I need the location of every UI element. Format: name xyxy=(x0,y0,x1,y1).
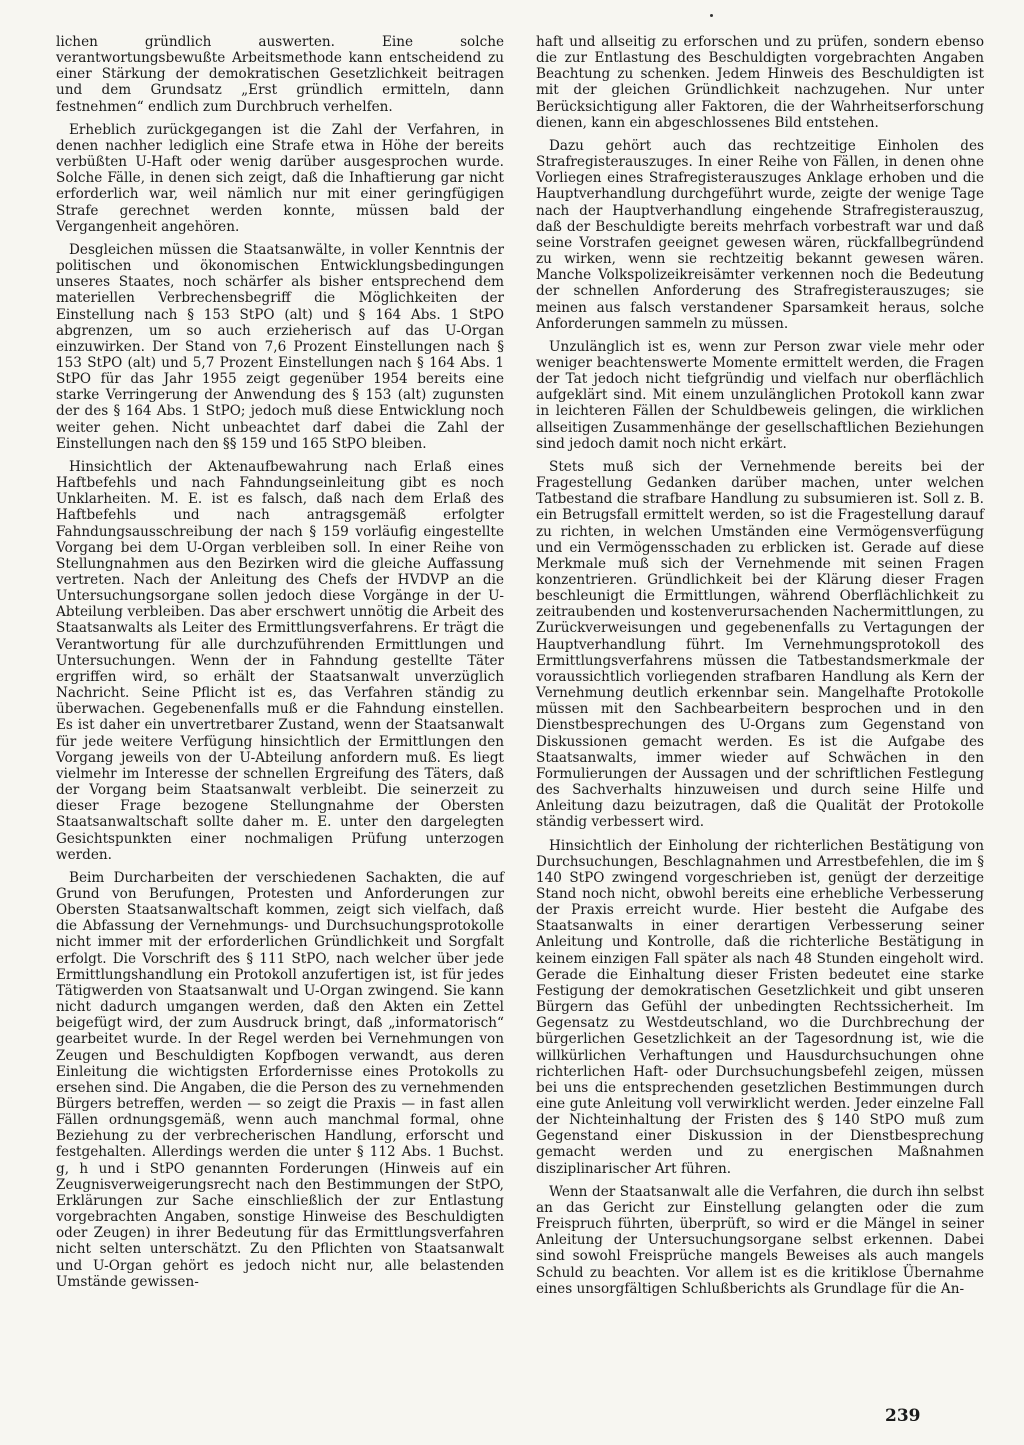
paragraph: Hinsichtlich der Aktenaufbewahrung nach Erlaß eines Haftbefehls und nach Fahndungseinleitung gibt es noch Unklarheiten. M. E. ist es falsch, daß nach dem Erlaß des Haftbefehls und nach antragsgemäß erfolgter Fahndungsausschreibung der nach § 159 vorläufig eingestellte Vorgang bei dem U-Organ verbleiben soll. In einer Reihe von Stellungnahmen aus den Bezirken wird die gleiche Auffassung vertreten. Nach der Anleitung des Chefs der HVDVP an die Untersuchungsorgane sollen jedoch diese Vorgänge in der U-Abteilung verbleiben. Das aber erschwert unnötig die Arbeit des Staatsanwalts als Leiter des Ermittlungsverfahrens. Er trägt die Verantwortung für alle durchzuführenden Ermittlungen und Untersuchungen. Wenn der in Fahndung gestellte Täter ergriffen wird, so erhält der Staatsanwalt unverzüglich Nachricht. Seine Pflicht ist es, das Verfahren ständig zu überwachen. Gegebenenfalls muß er die Fahndung einstellen. Es ist daher ein unvertretbarer Zustand, wenn der Staatsanwalt für jede weitere Verfügung hinsichtlich der Ermittlungen den Vorgang jeweils von der U-Abteilung anfordern muß. Es liegt vielmehr im Interesse der schnellen Ergreifung des Täters, daß der Vorgang beim Staatsanwalt verbleibt. Die seinerzeit zu dieser Frage bezogene Stellungnahme der Obersten Staatsanwaltschaft sollte daher m. E. unter den dargelegten Gesichtspunkten einer nochmaligen Prüfung unterzogen werden. xyxy=(56,458,504,863)
paragraph: Desgleichen müssen die Staatsanwälte, in voller Kenntnis der politischen und ökonomischen Entwicklungsbedingungen unseres Staates, noch schärfer als bisher entsprechend dem materiellen Verbrechensbegriff die Möglichkeiten der Einstellung nach § 153 StPO (alt) und § 164 Abs. 1 StPO abgrenzen, um so auch erzieherisch auf das U-Organ einzuwirken. Der Stand von 7,6 Prozent Einstellungen nach § 153 StPO (alt) und 5,7 Prozent Einstellungen nach § 164 Abs. 1 StPO für das Jahr 1955 zeigt gegenüber 1954 bereits eine starke Verringerung der Anwendung des § 153 (alt) zugunsten der des § 164 Abs. 1 StPO; jedoch muß diese Entwicklung noch weiter gehen. Nicht unbeachtet darf dabei die Zahl der Einstellungen nach den §§ 159 und 165 StPO bleiben. xyxy=(56,241,504,452)
paragraph: Hinsichtlich der Einholung der richterlichen Bestätigung von Durchsuchungen, Beschlagnahmen und Arrestbefehlen, die im § 140 StPO zwingend vorgeschrieben ist, genügt der derzeitige Stand noch nicht, obwohl bereits eine erhebliche Verbesserung der Praxis erreicht wurde. Hier besteht die Aufgabe des Staatsanwalts in einer derartigen Verbesserung seiner Anleitung und Kontrolle, daß die richterliche Bestätigung in keinem einzigen Fall später als nach 48 Stunden eingeholt wird. Gerade die Einhaltung dieser Fristen bedeutet eine starke Festigung der demokratischen Gesetzlichkeit und gibt unseren Bürgern das Gefühl der unbedingten Rechtssicherheit. Im Gegensatz zu Westdeutschland, wo die Durchbrechung der bürgerlichen Gesetzlichkeit an der Tagesordnung ist, wie die willkürlichen Verhaftungen und Hausdurchsuchungen ohne richterlichen Haft- oder Durchsuchungsbefehl zeigen, müssen bei uns die entsprechenden gesetzlichen Bestimmungen durch eine gute Anleitung voll verwirklicht werden. Jeder einzelne Fall der Nichteinhaltung der Fristen des § 140 StPO muß zum Gegenstand einer Diskussion in der Dienstbesprechung gemacht werden und zu energischen Maßnahmen disziplinarischer Art führen. xyxy=(536,837,984,1177)
paragraph: Erheblich zurückgegangen ist die Zahl der Verfahren, in denen nachher lediglich eine Strafe etwa in Höhe der bereits verbüßten U-Haft oder wenig darüber ausgesprochen wurde. Solche Fälle, in denen sich zeigt, daß die Inhaftierung gar nicht erforderlich war, weil nämlich nur mit einer geringfügigen Strafe gerechnet werden konnte, müssen bald der Vergangenheit angehören. xyxy=(56,121,504,235)
page-number: 239 xyxy=(885,1406,921,1426)
paragraph: Stets muß sich der Vernehmende bereits bei der Fragestellung Gedanken darüber machen, unter welchen Tatbestand die strafbare Handlung zu subsumieren ist. Soll z. B. ein Betrugsfall ermittelt werden, so ist die Fragestellung darauf zu richten, in welchen Umständen eine Vermögensverfügung und ein Vermögensschaden zu erblicken ist. Gerade auf diese Merkmale muß sich der Vernehmende mit seinen Fragen konzentrieren. Gründlichkeit bei der Klärung dieser Fragen beschleunigt die Ermittlungen, während Oberflächlichkeit zu zeitraubenden und kostenverursachenden Nachermittlungen, zu Zurückverweisungen und gegebenenfalls zu Vertagungen der Hauptverhandlung führt. Im Vernehmungsprotokoll des Ermittlungsverfahrens müssen die Tatbestandsmerkmale der voraussichtlich vorliegenden strafbaren Handlung als Kern der Vernehmung deutlich erkennbar sein. Mangelhafte Protokolle müssen mit den Sachbearbeitern besprochen und in den Dienstbesprechungen des U-Organs zum Gegenstand von Diskussionen gemacht werden. Es ist die Aufgabe des Staatsanwalts, immer wieder auf Schwächen in den Formulierungen der Aussagen und der schriftlichen Festlegung des Sachverhalts hinzuweisen und durch seine Hilfe und Anleitung dazu beizutragen, daß die Qualität der Protokolle ständig verbessert wird. xyxy=(536,458,984,831)
paragraph: Wenn der Staatsanwalt alle die Verfahren, die durch ihn selbst an das Gericht zur Einstellung gelangten oder die zum Freispruch führten, überprüft, so wird er die Mängel in seiner Anleitung der Untersuchungsorgane selbst erkennen. Dabei sind sowohl Freisprüche mangels Beweises als auch mangels Schuld zu beachten. Vor allem ist es die kritiklose Übernahme eines unsorgfältigen Schlußberichts als Grundlage für die An- xyxy=(536,1183,984,1297)
paragraph: Unzulänglich ist es, wenn zur Person zwar viele mehr oder weniger beachtenswerte Momente ermittelt werden, die Fragen der Tat jedoch nicht tiefgründig und vielfach nur oberflächlich aufgeklärt sind. Mit einem unzulänglichen Protokoll kann zwar in leichteren Fällen der Schuldbeweis gelingen, die wirklichen allseitigen Zusammenhänge der gesellschaftlichen Beziehungen sind jedoch damit noch nicht erkärt. xyxy=(536,338,984,452)
paragraph: Beim Durcharbeiten der verschiedenen Sachakten, die auf Grund von Berufungen, Protesten und Anforderungen zur Obersten Staatsanwaltschaft kommen, zeigt sich vielfach, daß die Abfassung der Vernehmungs- und Durchsuchungsprotokolle nicht immer mit der erforderlichen Gründlichkeit und Sorgfalt erfolgt. Die Vorschrift des § 111 StPO, nach welcher über jede Ermittlungshandlung ein Protokoll anzufertigen ist, ist für jedes Tätigwerden von Staatsanwalt und U-Organ zwingend. Sie kann nicht dadurch umgangen werden, daß den Akten ein Zettel beigefügt wird, der zum Ausdruck bringt, daß „informatorisch“ gearbeitet wurde. In der Regel werden bei Vernehmungen von Zeugen und Beschuldigten Kopfbogen verwandt, aus deren Einleitung die wichtigsten Erfordernisse eines Protokolls zu ersehen sind. Die Angaben, die die Person des zu vernehmenden Bürgers betreffen, werden — so zeigt die Praxis — in fast allen Fällen ordnungsgemäß, wenn auch manchmal formal, ohne Beziehung zu der verbrecherischen Handlung, erforscht und festgehalten. Allerdings werden die unter § 112 Abs. 1 Buchst. g, h und i StPO genannten Forderungen (Hinweis auf ein Zeugnisverweigerungsrecht nach den Bestimmungen der StPO, Erklärungen zur Sache einschließlich der zur Entlastung vorgebrachten Angaben, sonstige Hinweise des Beschuldigten oder Zeugen) in ihrer Bedeutung für das Ermittlungsverfahren nicht selten unterschätzt. Zu den Pflichten von Staatsanwalt und U-Organ gehört es jedoch nicht nur, alle belastenden Umstände gewissen- xyxy=(56,869,504,1290)
paragraph: Dazu gehört auch das rechtzeitige Einholen des Strafregisterauszuges. In einer Reihe von Fällen, in denen ohne Vorliegen eines Strafregisterauszuges Anklage erhoben und die Hauptverhandlung durchgeführt wurde, zeigte der wenige Tage nach der Hauptverhandlung eingehende Strafregisterauszug, daß der Beschuldigte bereits mehrfach vorbestraft war und daß seine Vorstrafen geeignet gewesen wären, rückfallbegründend zu wirken, wenn sie rechtzeitig bekannt gewesen wären. Manche Volkspolizeikreisämter verkennen noch die Bedeutung der schnellen Anforderung des Strafregisterauszuges; sie meinen aus falsch verstandener Sparsamkeit heraus, solche Anforderungen sammeln zu müssen. xyxy=(536,137,984,332)
right-column xyxy=(536,34,984,1304)
print-speck xyxy=(710,14,713,17)
paragraph: lichen gründlich auswerten. Eine solche verantwortungsbewußte Arbeitsmethode kann entscheidend zu einer Stärkung der demokratischen Gesetzlichkeit beitragen und dem Grundsatz „Erst gründlich ermitteln, dann festnehmen“ endlich zum Durchbruch verhelfen. xyxy=(56,34,504,115)
paragraph: haft und allseitig zu erforschen und zu prüfen, sondern ebenso die zur Entlastung des Beschuldigten vorgebrachten Angaben Beachtung zu schenken. Jedem Hinweis des Beschuldigten ist mit der gleichen Gründlichkeit nachzugehen. Nur unter Berücksichtigung aller Faktoren, die der Wahrheitserforschung dienen, kann ein abgeschlossenes Bild entstehen. xyxy=(536,34,984,131)
left-column xyxy=(56,34,504,1297)
